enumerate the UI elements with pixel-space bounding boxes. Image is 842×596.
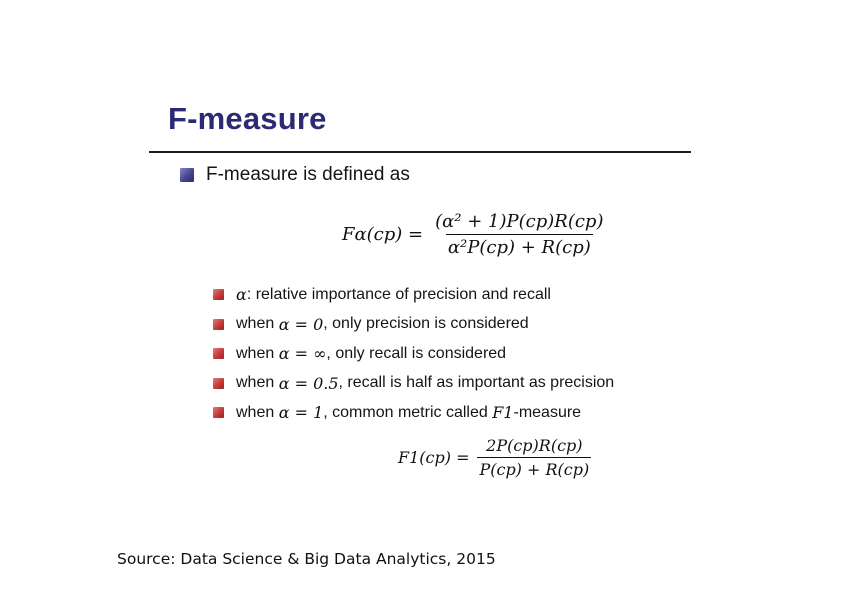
bullet-text: , common metric called [323, 403, 493, 421]
bullet-prefix: when [236, 315, 279, 333]
bullet-square-icon [180, 168, 194, 182]
equation-lhs-text: F1(cp) [398, 448, 451, 467]
title-divider [149, 151, 691, 153]
equation-lhs-text: Fα(cp) [342, 224, 403, 245]
list-item [213, 398, 614, 428]
bullet-text: , only recall is considered [326, 344, 507, 362]
fraction-denominator: α²P(cp) + R(cp) [446, 234, 593, 258]
fraction [477, 436, 591, 479]
list-item [213, 339, 614, 369]
equation-lhs [398, 448, 469, 467]
equation-f1 [398, 436, 591, 479]
bullet-prefix: when [236, 403, 279, 421]
bullet-square-icon [213, 348, 224, 359]
bullet-math: α = 0.5 [278, 373, 339, 393]
equation-f-alpha [342, 211, 605, 258]
list-item [213, 369, 614, 399]
fraction-numerator: 2P(cp)R(cp) [486, 436, 583, 455]
intro-text: F-measure is defined as [206, 164, 410, 185]
bullet-math: α [236, 285, 247, 305]
slide-title: F-measure [168, 101, 327, 136]
bullet-square-icon [213, 289, 224, 300]
bullet-square-icon [213, 407, 224, 418]
equation-lhs [342, 224, 423, 245]
bullet-text: : relative importance of precision and recall [246, 285, 551, 303]
source-citation: Source: Data Science & Big Data Analytics, 2015 [117, 550, 496, 568]
bullet-prefix: when [236, 374, 279, 392]
intro-bullet [180, 164, 410, 186]
bullet-text: , only precision is considered [323, 315, 529, 333]
bullet-list [213, 280, 614, 428]
list-item [213, 280, 614, 310]
equals-sign: = [408, 224, 424, 245]
bullet-text: , recall is half as important as precision [338, 374, 615, 392]
bullet-suffix: -measure [513, 403, 582, 421]
bullet-square-icon [213, 319, 224, 330]
bullet-math: α = 1 [278, 403, 324, 423]
bullet-math: α = ∞ [278, 344, 327, 364]
list-item [213, 310, 614, 340]
bullet-prefix: when [236, 344, 279, 362]
bullet-square-icon [213, 378, 224, 389]
fraction-numerator: (α² + 1)P(cp)R(cp) [435, 211, 604, 232]
fraction-denominator: P(cp) + R(cp) [477, 457, 591, 479]
bullet-math-f1: F1 [492, 403, 514, 423]
equals-sign: = [456, 448, 470, 467]
bullet-math: α = 0 [278, 314, 324, 334]
fraction [433, 211, 605, 258]
